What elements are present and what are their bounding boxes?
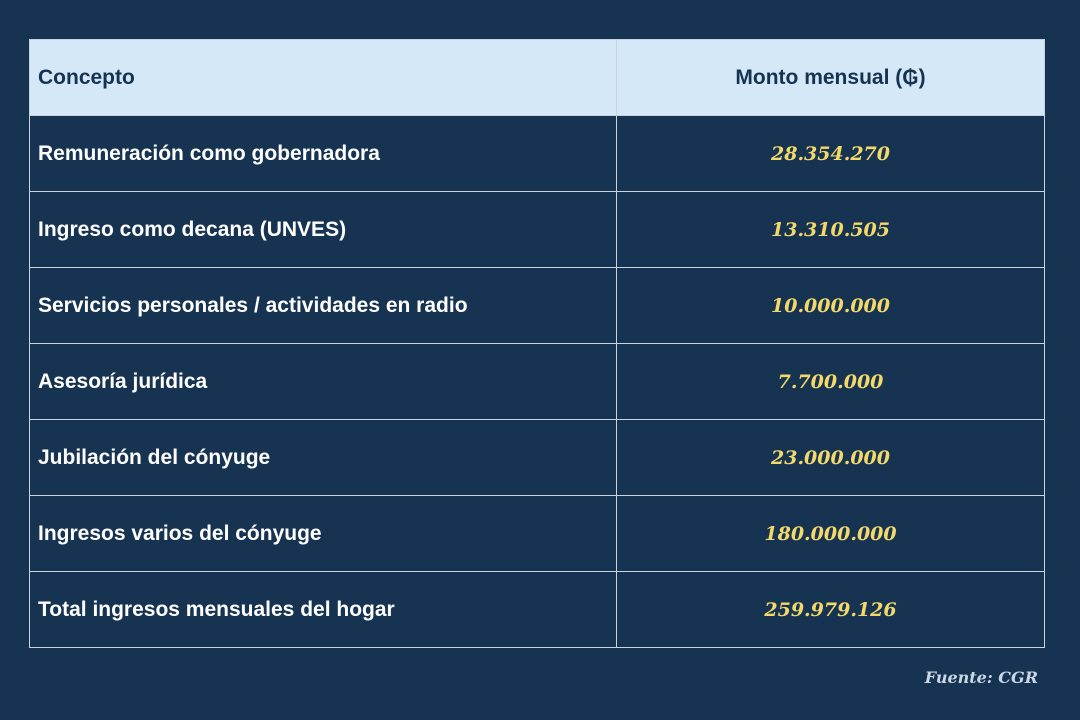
table-row (30, 420, 1045, 496)
amount-cell: 7.700.000 (617, 344, 1045, 420)
source-note: Fuente: CGR (924, 668, 1038, 687)
amount-cell: 10.000.000 (617, 268, 1045, 344)
table-row (30, 268, 1045, 344)
amount-cell: 13.310.505 (617, 192, 1045, 268)
amount-cell: 28.354.270 (617, 116, 1045, 192)
table-row (30, 496, 1045, 572)
amount-cell: 23.000.000 (617, 420, 1045, 496)
total-amount-cell: 259.979.126 (617, 572, 1045, 648)
amount-cell: 180.000.000 (617, 496, 1045, 572)
concept-cell: Remuneración como gobernadora (30, 116, 617, 192)
concept-cell: Ingreso como decana (UNVES) (30, 192, 617, 268)
total-concept-cell: Total ingresos mensuales del hogar (30, 572, 617, 648)
table-row (30, 192, 1045, 268)
concept-cell: Jubilación del cónyuge (30, 420, 617, 496)
concept-cell: Ingresos varios del cónyuge (30, 496, 617, 572)
income-table (29, 39, 1045, 648)
concept-cell: Asesoría jurídica (30, 344, 617, 420)
amount-column-header: Monto mensual (₲) (617, 40, 1045, 116)
table-header-row (30, 40, 1045, 116)
concept-column-header: Concepto (30, 40, 617, 116)
concept-cell: Servicios personales / actividades en radio (30, 268, 617, 344)
table-row (30, 116, 1045, 192)
table-row (30, 344, 1045, 420)
total-row (30, 572, 1045, 648)
